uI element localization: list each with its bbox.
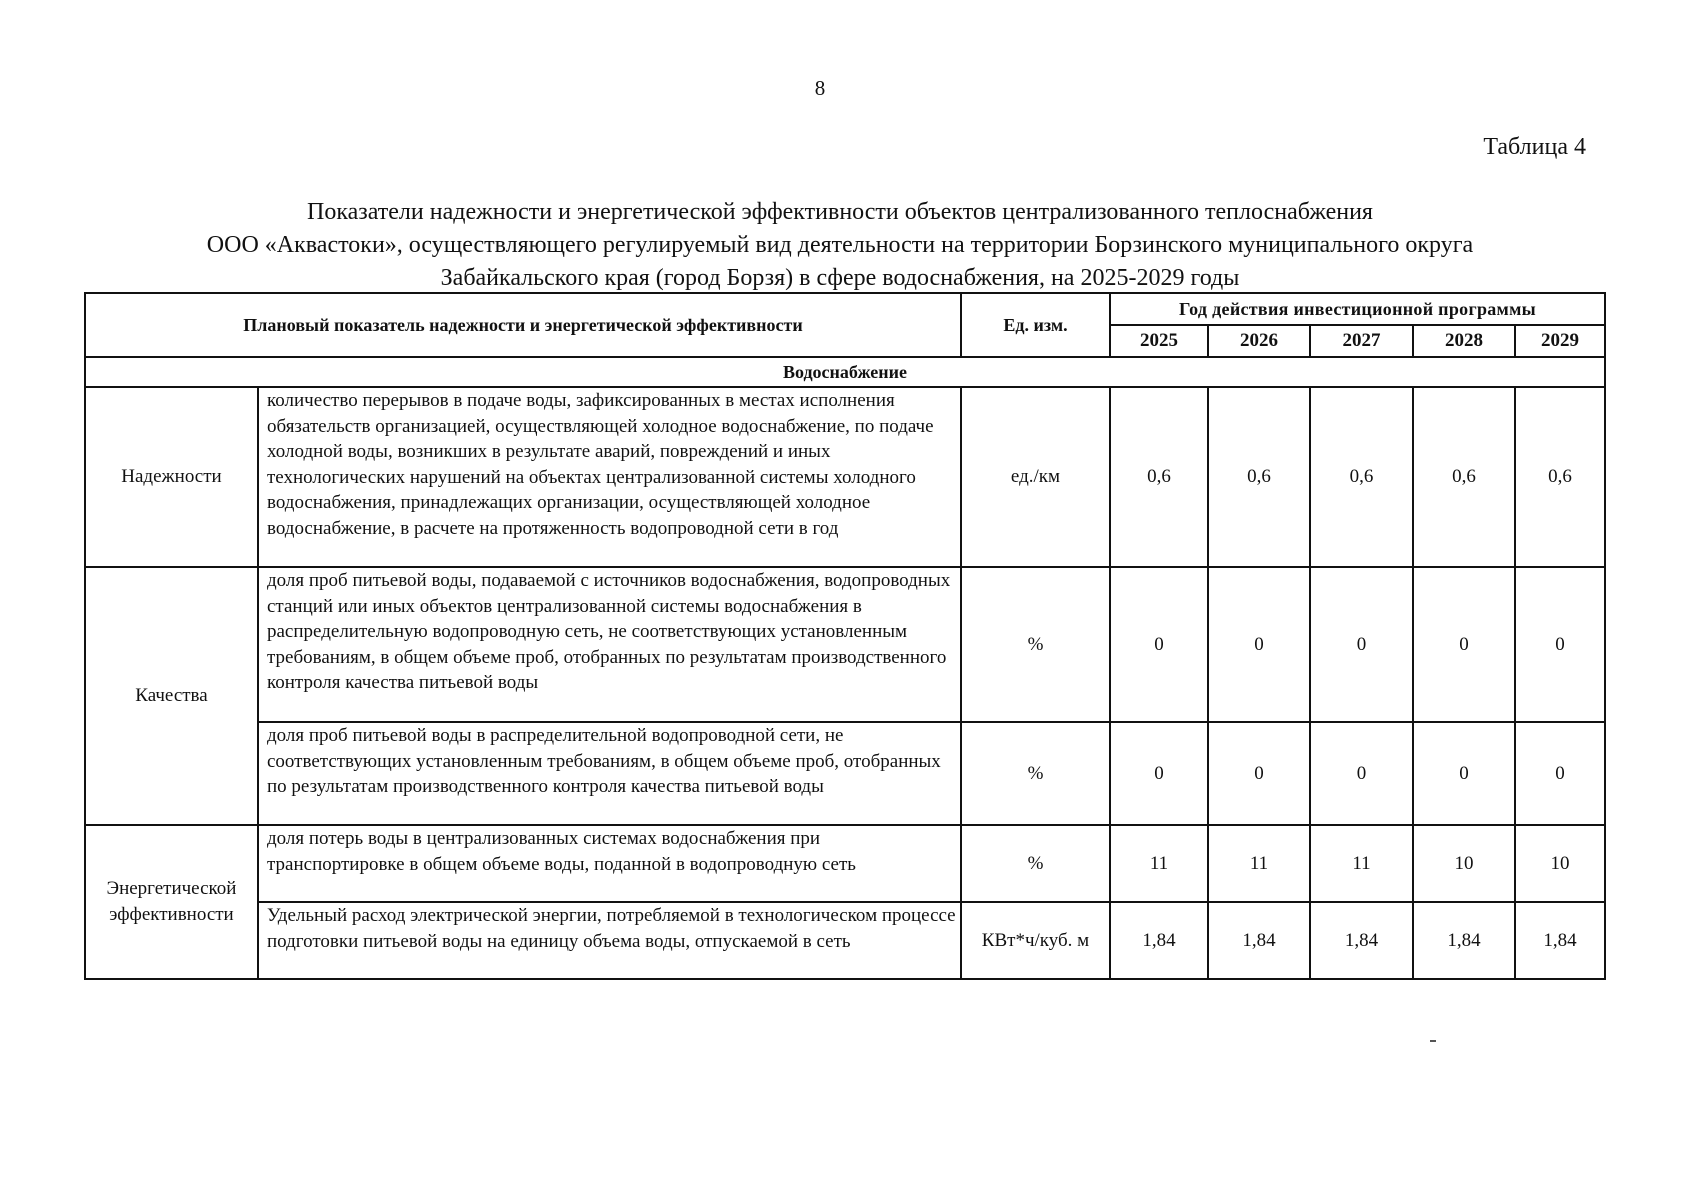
value-cell: 0	[1110, 567, 1208, 722]
value-cell: 10	[1413, 825, 1515, 902]
indicator-description: доля проб питьевой воды в распределительной водопроводной сети, не соответствующих установленным требованиям, в общем объеме проб, отобранных по результатам производственного контроля качества питьевой воды	[258, 722, 961, 825]
header-years-group: Год действия инвестиционной программы	[1110, 293, 1605, 325]
category-energy-efficiency: Энергетической эффективности	[85, 825, 258, 979]
indicator-unit: ед./км	[961, 387, 1110, 567]
page-number: 8	[814, 76, 826, 100]
indicator-description: количество перерывов в подаче воды, зафиксированных в местах исполнения обязательств организацией, осуществляющей холодное водоснабжение, по подаче холодной воды, возникших в результате аварий, повреждений и иных технологических нарушений на объектах централизованной системы холодного водоснабжения, принадлежащих организации, осуществляющей холодное водоснабжение, в расчете на протяженность водопроводной сети в год	[258, 387, 961, 567]
value-cell: 0,6	[1310, 387, 1413, 567]
header-year: 2028	[1413, 325, 1515, 357]
indicator-unit: %	[961, 567, 1110, 722]
title-line-1: Показатели надежности и энергетической эффективности объектов централизованного теплоснабжения	[307, 199, 1373, 225]
table-label: Таблица 4	[1483, 134, 1586, 160]
category-quality: Качества	[85, 567, 258, 825]
value-cell: 0,6	[1208, 387, 1310, 567]
indicator-description: Удельный расход электрической энергии, потребляемой в технологическом процессе подготовки питьевой воды на единицу объема воды, отпускаемой в сеть	[258, 902, 961, 979]
value-cell: 0	[1515, 722, 1605, 825]
section-water-supply: Водоснабжение	[85, 357, 1605, 387]
value-cell: 11	[1110, 825, 1208, 902]
category-reliability: Надежности	[85, 387, 258, 567]
value-cell: 0	[1310, 722, 1413, 825]
title-line-2: ООО «Аквастоки», осуществляющего регулируемый вид деятельности на территории Борзинского муниципального округа	[206, 232, 1474, 258]
value-cell: 0	[1413, 567, 1515, 722]
value-cell: 1,84	[1413, 902, 1515, 979]
value-cell: 0	[1310, 567, 1413, 722]
document-title	[40, 196, 1640, 295]
header-year: 2029	[1515, 325, 1605, 357]
value-cell: 0	[1515, 567, 1605, 722]
indicator-description: доля потерь воды в централизованных системах водоснабжения при транспортировке в общем объеме воды, поданной в водопроводную сеть	[258, 825, 961, 902]
value-cell: 1,84	[1515, 902, 1605, 979]
header-year: 2027	[1310, 325, 1413, 357]
title-line-3: Забайкальского края (город Борзя) в сфере водоснабжения, на 2025-2029 годы	[440, 265, 1240, 291]
value-cell: 0	[1413, 722, 1515, 825]
value-cell: 1,84	[1208, 902, 1310, 979]
value-cell: 0,6	[1413, 387, 1515, 567]
value-cell: 0	[1110, 722, 1208, 825]
header-unit: Ед. изм.	[961, 293, 1110, 357]
value-cell: 0,6	[1110, 387, 1208, 567]
indicators-table	[84, 292, 1606, 980]
value-cell: 10	[1515, 825, 1605, 902]
header-indicator: Плановый показатель надежности и энергетической эффективности	[85, 293, 961, 357]
value-cell: 0	[1208, 567, 1310, 722]
value-cell: 0	[1208, 722, 1310, 825]
value-cell: 11	[1208, 825, 1310, 902]
value-cell: 11	[1310, 825, 1413, 902]
value-cell: 0,6	[1515, 387, 1605, 567]
indicator-unit: %	[961, 825, 1110, 902]
value-cell: 1,84	[1110, 902, 1208, 979]
indicator-unit: %	[961, 722, 1110, 825]
indicator-description: доля проб питьевой воды, подаваемой с источников водоснабжения, водопроводных станций или иных объектов централизованной системы водоснабжения в распределительную водопроводную сеть, не соответствующих установленным требованиям, в общем объеме проб, отобранных по результатам производственного контроля качества питьевой воды	[258, 567, 961, 722]
scan-speck	[1430, 1040, 1436, 1042]
header-year: 2026	[1208, 325, 1310, 357]
header-year: 2025	[1110, 325, 1208, 357]
indicator-unit: КВт*ч/куб. м	[961, 902, 1110, 979]
value-cell: 1,84	[1310, 902, 1413, 979]
